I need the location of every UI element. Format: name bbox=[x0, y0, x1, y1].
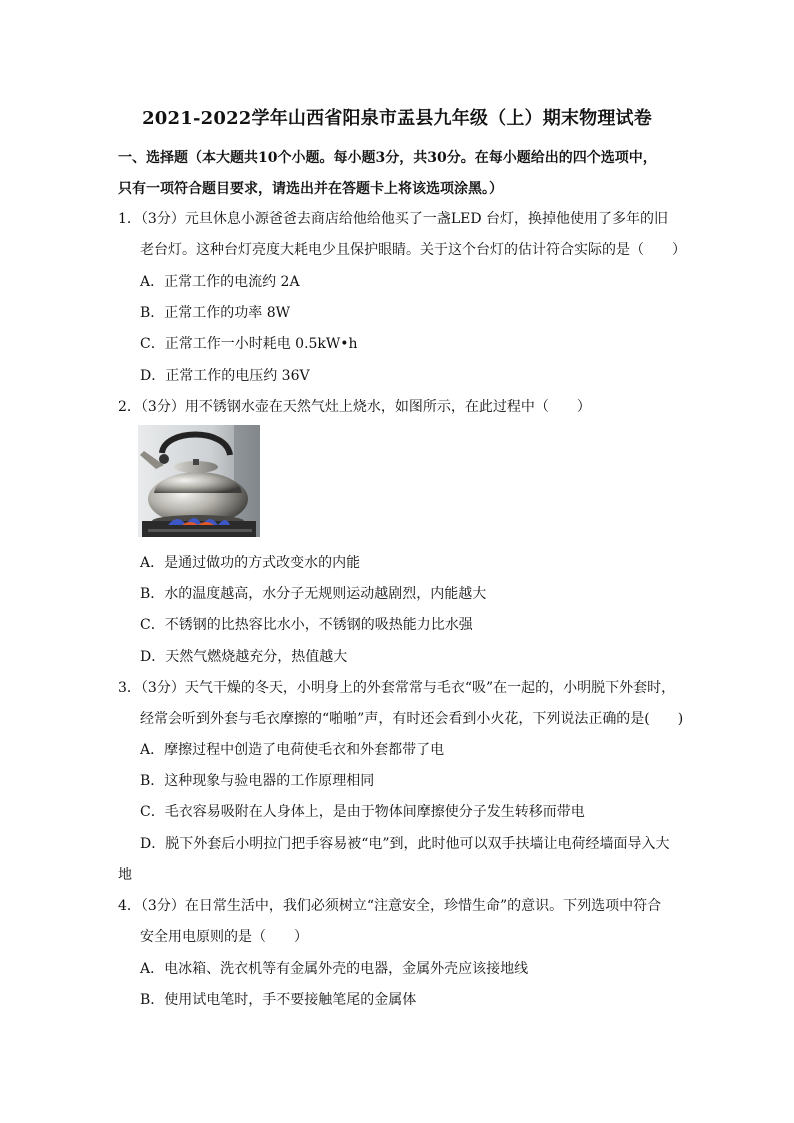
exam-title: 2021-2022学年山西省阳泉市盂县九年级（上）期末物理试卷 bbox=[142, 108, 652, 129]
section-heading-line2: 只有一项符合题目要求，请选出并在答题卡上将该选项涂黑。） bbox=[118, 181, 503, 197]
question-3-option-c: C．毛衣容易吸附在人身体上，是由于物体间摩擦使分子发生转移而带电 bbox=[140, 804, 585, 820]
kettle-figure-image bbox=[138, 425, 260, 537]
question-2-option-a: A．是通过做功的方式改变水的内能 bbox=[140, 555, 361, 571]
question-4-line1: 4．（3分）在日常生活中，我们必须树立“注意安全，珍惜生命”的意识。下列选项中符合 bbox=[118, 898, 662, 914]
question-2-line1: 2．（3分）用不锈钢水壶在天然气灶上烧水，如图所示，在此过程中（ ） bbox=[118, 399, 591, 415]
question-2-option-c: C．不锈钢的比热容比水小，不锈钢的吸热能力比水强 bbox=[140, 617, 473, 633]
section-heading bbox=[118, 143, 686, 205]
question-3-line1: 3．（3分）天气干燥的冬天，小明身上的外套常常与毛衣“吸”在一起的，小明脱下外套时， bbox=[118, 680, 676, 696]
question-2-option-b: B．水的温度越高，水分子无规则运动越剧烈，内能越大 bbox=[140, 586, 487, 602]
question-3-option-b: B．这种现象与验电器的工作原理相同 bbox=[140, 773, 375, 789]
question-1-option-a: A．正常工作的电流约 2A bbox=[140, 274, 300, 290]
question-4-option-a: A．电冰箱、洗衣机等有金属外壳的电器，金属外壳应该接地线 bbox=[140, 961, 529, 977]
question-3-option-d-continued: 地 bbox=[118, 867, 132, 883]
question-1-option-c: C．正常工作一小时耗电 0.5kW•h bbox=[140, 336, 358, 352]
question-3-line2: 经常会听到外套与毛衣摩擦的“啪啪”声，有时还会看到小火花，下列说法正确的是( ) bbox=[140, 711, 684, 727]
question-1-option-b: B．正常工作的功率 8W bbox=[140, 305, 291, 321]
question-1-option-d: D．正常工作的电压约 36V bbox=[140, 368, 310, 384]
question-2-option-d: D．天然气燃烧越充分，热值越大 bbox=[140, 649, 348, 665]
section-heading-line1: 一、选择题（本大题共10个小题。每小题3分，共30分。在每小题给出的四个选项中， bbox=[118, 150, 657, 166]
kettle-on-gas-stove-icon bbox=[138, 425, 260, 537]
question-1-line2: 老台灯。这种台灯亮度大耗电少且保护眼睛。关于这个台灯的估计符合实际的是（ ） bbox=[140, 242, 686, 258]
question-4-line2: 安全用电原则的是（ ） bbox=[140, 929, 308, 945]
question-1-line1: 1．（3分）元旦休息小源爸爸去商店给他给他买了一盏LED 台灯，换掉他使用了多年的旧 bbox=[118, 211, 669, 227]
question-3-option-a: A．摩擦过程中创造了电荷使毛衣和外套都带了电 bbox=[140, 742, 445, 758]
question-4-option-b: B．使用试电笔时，手不要接触笔尾的金属体 bbox=[140, 992, 417, 1008]
question-3-option-d: D．脱下外套后小明拉门把手容易被“电”到，此时他可以双手扶墙让电荷经墙面导入大 bbox=[140, 836, 670, 852]
